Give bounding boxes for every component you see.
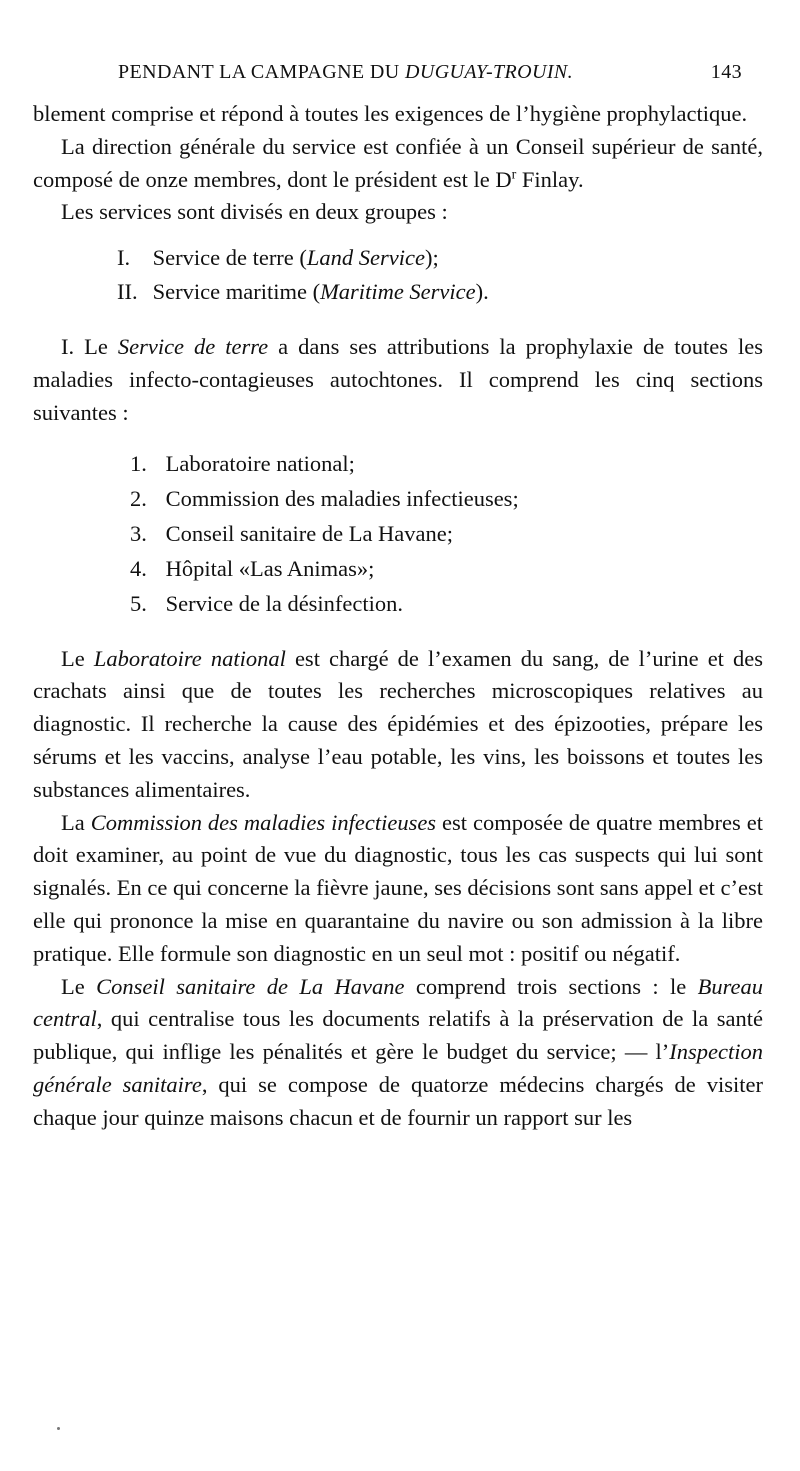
paragraph-text: La [61, 809, 91, 835]
paragraph-text: Le [61, 973, 97, 999]
list-item-text: Conseil sanitaire de La Havane; [165, 520, 454, 546]
list-item-text: Hôpital «Las Animas»; [165, 555, 375, 581]
paragraph-text: est chargé de l’examen du sang, de l’urine et des crachats ainsi que de toutes les recherches microscopiques relatives au diagnostic. Il recherche la cause des épidémies et des épizooties, prépare les sérums et les vaccins, analyse l’eau potable, les vins, les boissons et toutes les substances alimentaires. [33, 645, 764, 802]
paragraph-italic: Bureau central [33, 973, 764, 1032]
running-header [118, 56, 742, 88]
list-item [130, 446, 763, 481]
paragraph-text: Finlay. [516, 166, 584, 192]
list-item-number: II. [117, 279, 138, 305]
paragraph-text: La direction générale du service est confiée à un Conseil supérieur de santé, composé de onze membres, dont le président est le D [33, 133, 763, 192]
list-item-number: 2. [130, 485, 147, 511]
list-item-number: 5. [130, 590, 147, 616]
list-item [130, 586, 763, 621]
groups-list [33, 229, 763, 323]
list-item [130, 551, 763, 586]
paragraph-services-groupes: Les services sont divisés en deux groupes : [61, 199, 448, 225]
paragraph-italic: Inspection générale sanitaire [33, 1039, 763, 1097]
paragraph-text: comprend trois sections : le [404, 973, 698, 999]
list-item-text: Service maritime ( [152, 279, 321, 305]
list-item-text: Service de la désinfection. [165, 590, 404, 616]
running-title [118, 56, 573, 89]
paragraph-text: Le [61, 645, 94, 671]
paragraph-text: , qui centralise tous les documents relatifs à la préservation de la santé publique, qui inflige les pénalités et gère le budget du service; — l’ [33, 1006, 763, 1065]
paragraph-continuation: blement comprise et répond à toutes les exigences de l’hygiène prophylactique. [33, 101, 748, 126]
paragraph-text: a dans ses attributions la prophylaxie de toutes les maladies infecto-contagieuses autochtones. Il comprend les cinq sections suivantes : [33, 334, 763, 425]
list-item-number: 3. [130, 520, 147, 546]
list-item-italic: Land Service [306, 245, 425, 271]
paragraph-commission [33, 807, 763, 971]
list-item-text: Laboratoire national; [165, 450, 355, 476]
list-item-number: I. [117, 245, 131, 271]
scan-speck [57, 1427, 60, 1430]
sections-list [33, 430, 763, 643]
paragraph-text: est composée de quatre membres et doit examiner, au point de vue du diagnostic, tous les cas suspects qui lui sont signalés. En ce qui concerne la fièvre jaune, ses décisions sont sans appel et c’est elle qui prononce la mise en quarantaine du navire ou son admission à la libre pratique. Elle formule son diagnostic en un seul mot : positif ou négatif. [33, 809, 763, 966]
paragraph-direction-generale [33, 131, 763, 197]
paragraph-italic: Service de terre [117, 334, 269, 360]
paragraph-italic: Laboratoire national [93, 645, 286, 671]
list-item [130, 516, 763, 551]
list-item-italic: Maritime Service [320, 279, 476, 305]
list-item-text: Commission des maladies infectieuses; [165, 485, 519, 511]
list-item-text: Service de terre ( [152, 245, 307, 271]
list-item-text: ). [475, 279, 489, 305]
page-body [33, 98, 763, 1135]
list-item [117, 275, 763, 309]
list-item [117, 241, 763, 275]
paragraph-italic: Conseil sanitaire de La Havane [96, 973, 405, 999]
paragraph-text: , qui se compose de quatorze médecins chargés de visiter chaque jour quinze maisons chacun et de fournir un rapport sur les [33, 1071, 763, 1130]
running-title-italic: DUGUAY-TROUIN. [405, 61, 574, 83]
paragraph-laboratoire [33, 643, 763, 807]
list-item [130, 481, 763, 516]
superscript-r: r [511, 167, 517, 183]
list-item-text: ); [425, 245, 439, 271]
paragraph-italic: Commission des maladies infectieuses [90, 809, 437, 835]
list-item-number: 1. [130, 450, 147, 476]
list-item-number: 4. [130, 555, 147, 581]
paragraph-conseil-sanitaire [33, 971, 763, 1135]
paragraph-text: I. Le [61, 334, 118, 360]
page-number: 143 [710, 61, 742, 83]
paragraph-service-de-terre [33, 331, 763, 429]
running-title-plain: PENDANT LA CAMPAGNE DU [118, 61, 406, 83]
